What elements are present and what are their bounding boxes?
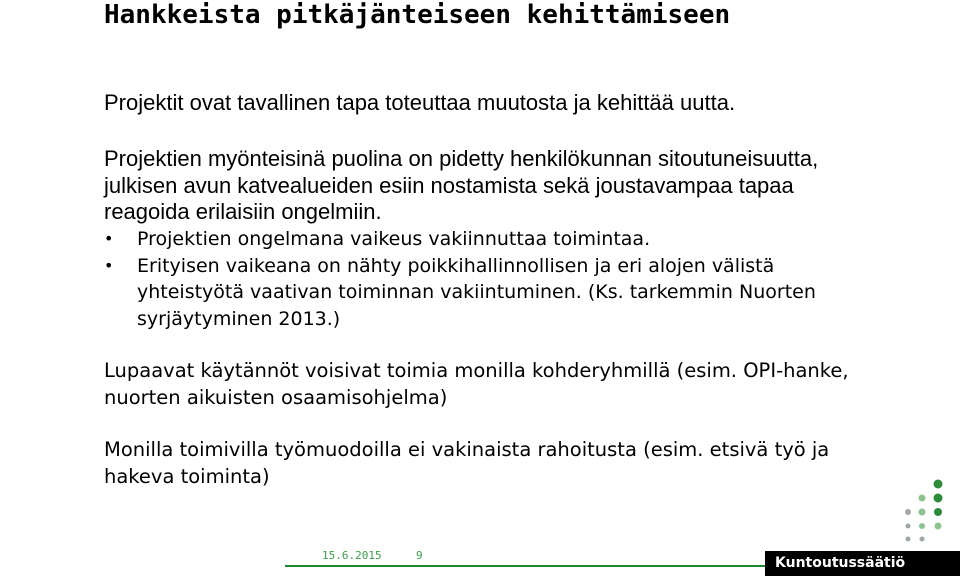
bullet-text: Erityisen vaikeana on nähty poikkihallinnollisen ja eri alojen välistä yhteistyötä vaativan toiminnan vakiintuminen. (Ks. tarkemmin Nuorten syrjäytyminen 2013.) <box>137 254 816 330</box>
logo-dot <box>919 523 925 529</box>
paragraph-promising-practices: Lupaavat käytännöt voisivat toimia monilla kohderyhmillä (esim. OPI-hanke, nuorten aikuisten osaamisohjelma) <box>104 359 849 409</box>
bullet-list <box>104 226 864 332</box>
logo-dot <box>919 495 926 502</box>
organization-logo <box>765 551 960 576</box>
logo-dot <box>934 480 943 489</box>
logo-dot <box>934 494 943 503</box>
logo-dot <box>919 509 926 516</box>
logo-dot <box>906 537 911 542</box>
slide-title: Hankkeista pitkäjänteiseen kehittämiseen <box>104 0 731 30</box>
paragraph-funding: Monilla toimivilla työmuodoilla ei vakinaista rahoitusta (esim. etsivä työ ja hakeva toiminta) <box>104 438 830 488</box>
logo-dots-icon <box>900 478 960 548</box>
bullet-icon: • <box>104 229 114 248</box>
footer-date: 15.6.2015 <box>322 549 382 562</box>
logo-dot <box>906 524 911 529</box>
intro-text: Projektit ovat tavallinen tapa toteuttaa muutosta ja kehittää uutta. <box>104 90 736 115</box>
logo-dot <box>920 537 925 542</box>
paragraph-positive-aspects: Projektien myönteisinä puolina on pidetty henkilökunnan sitoutuneisuutta, julkisen avun katvealueiden esiin nostamista sekä joustavampaa tapaa reagoida erilaisiin ongelmiin. <box>104 146 819 224</box>
logo-dot <box>934 508 942 516</box>
footer-divider <box>285 565 765 567</box>
logo-dot <box>905 509 911 515</box>
logo-dot <box>935 523 942 530</box>
page-number: 9 <box>416 549 423 562</box>
organization-name: Kuntoutussäätiö <box>775 555 906 571</box>
bullet-text: Projektien ongelmana vaikeus vakiinnuttaa toimintaa. <box>137 228 651 250</box>
bullet-item <box>104 253 864 333</box>
bullet-item <box>104 226 864 253</box>
bullet-icon: • <box>104 255 114 275</box>
